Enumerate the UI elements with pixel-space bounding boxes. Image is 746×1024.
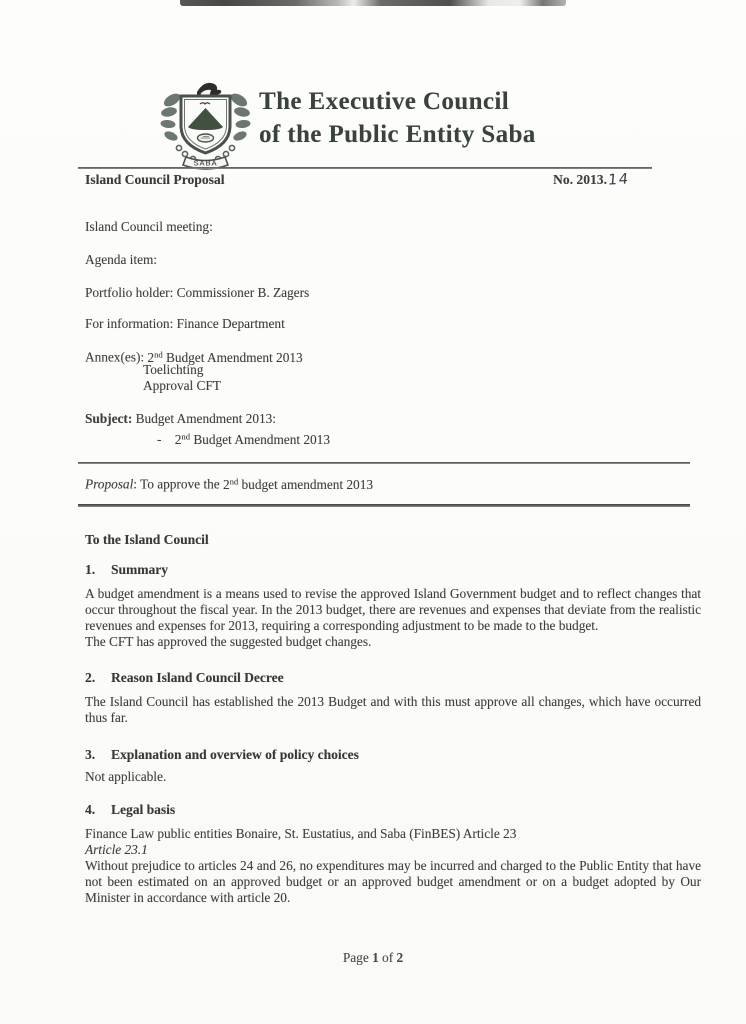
- section-3-paragraph: Not applicable.: [85, 769, 167, 784]
- subject-item-text: 2nd Budget Amendment 2013: [174, 431, 330, 447]
- proposal-rule-bottom: [78, 504, 690, 507]
- annex-item-3: Approval CFT: [143, 378, 221, 393]
- org-title: [259, 85, 536, 151]
- field-agenda: Agenda item:: [85, 252, 158, 267]
- annex-label: Annex(es):: [85, 349, 145, 365]
- proposal-rule-top: [78, 462, 690, 464]
- section-2-number: 2.: [85, 670, 96, 685]
- proposal-text: 2nd budget amendment 2013: [222, 476, 373, 492]
- org-title-line2: of the Public Entity Saba: [259, 121, 536, 148]
- org-title-line1: The Executive Council: [259, 88, 510, 115]
- annex-item-2: Toelichting: [143, 362, 204, 377]
- doc-number-handwritten: 14: [607, 171, 631, 189]
- salutation: To the Island Council: [85, 532, 209, 547]
- section-3-number: 3.: [85, 747, 96, 762]
- logo-banner-text: SABA: [193, 158, 218, 168]
- section-4-number: 4.: [85, 802, 96, 817]
- doc-number: [553, 172, 629, 188]
- section-3-title: Explanation and overview of policy choices: [111, 747, 359, 762]
- subject-item: [157, 428, 330, 448]
- field-portfolio-holder: Portfolio holder: Commissioner B. Zagers: [85, 285, 310, 300]
- doc-number-label: No. 2013.: [553, 172, 607, 187]
- section-4-article-ref: Article 23.1: [85, 842, 148, 857]
- section-4-law-reference: Finance Law public entities Bonaire, St. Eustatius, and Saba (FinBES) Article 23: [85, 826, 517, 841]
- field-meeting: Island Council meeting:: [85, 219, 213, 234]
- subject-label: Subject:: [85, 411, 133, 426]
- section-1-paragraph: A budget amendment is a means used to revise the approved Island Government budget and to reflect changes that occur throughout the fiscal year. In the 2013 budget, there are revenues and expenses that deviate from the realistic revenues and expenses for 2013, requiring a corresponding adjustment to be made to the budget. The CFT has approved the suggested budget changes.: [85, 586, 701, 650]
- scan-artifact-bar: [180, 0, 566, 6]
- page-number: Page 1 of 2: [342, 950, 404, 965]
- section-4-paragraph: Without prejudice to articles 24 and 26, no expenditures may be incurred and charged to the Public Entity that have not been estimated on an approved budget or an approved budget amendment or on a budget adopted by Our Minister in accordance with article 20.: [85, 858, 701, 906]
- section-1-paragraph-2: The CFT has approved the suggested budget changes.: [85, 634, 372, 650]
- subject-value: Budget Amendment 2013:: [135, 411, 276, 426]
- proposal-line: Proposal: To approve the 2nd budget amendment 2013: [85, 476, 373, 492]
- proposal-label: Proposal: [85, 476, 134, 492]
- section-2-title: Reason Island Council Decree: [111, 670, 284, 685]
- saba-coat-of-arms: [159, 78, 252, 173]
- section-1-heading: [85, 562, 168, 578]
- annex-item-1: 2nd Budget Amendment 2013: [147, 349, 303, 365]
- header-rule: [78, 167, 652, 169]
- subject-line: [85, 411, 276, 427]
- section-4-title: Legal basis: [111, 802, 176, 817]
- subject-item-dash: -: [157, 431, 162, 447]
- section-1-number: 1.: [85, 562, 96, 577]
- coat-of-arms-icon: [159, 78, 252, 173]
- section-3-heading: [85, 747, 359, 763]
- section-2-heading: [85, 670, 284, 686]
- field-for-information: For information: Finance Department: [85, 316, 285, 331]
- section-1-title: Summary: [111, 562, 168, 577]
- doc-type-label: Island Council Proposal: [85, 172, 225, 187]
- section-4-heading: [85, 802, 175, 818]
- section-2-paragraph: The Island Council has established the 2013 Budget and with this must approve all changes, which have occurred thus far.: [85, 694, 701, 726]
